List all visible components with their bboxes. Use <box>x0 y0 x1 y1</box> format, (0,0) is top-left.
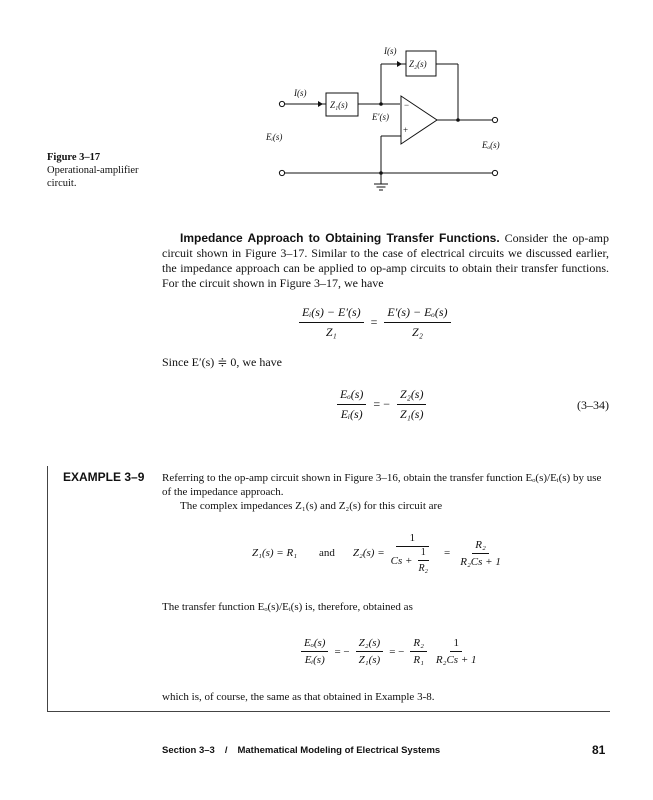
label-i-left: I(s) <box>294 88 307 98</box>
equation-2: $\frac{\text{Eₒ(s)}}{\text{Eᵢ(s)}}$ = − $\frac{\text{Z₂(s)}}{\text{Z₁(s)}}$ <box>334 387 429 422</box>
z1-expression: Z₁(s) = R₁ <box>252 547 298 559</box>
footer-separator: / <box>224 745 228 756</box>
z2-lhs: Z₂(s) = <box>352 547 385 559</box>
z2-num: 1 <box>396 532 430 547</box>
eq2-den-left: Eᵢ(s) <box>340 407 363 421</box>
page-number: 81 <box>592 743 606 757</box>
and-word: and <box>319 547 335 559</box>
example-label: EXAMPLE 3–9 <box>63 470 145 484</box>
example-rule-left <box>47 466 48 712</box>
section-heading: Impedance Approach to Obtaining Transfer Functions. <box>180 231 500 245</box>
tf-num-r1: R₂ <box>410 637 427 652</box>
label-z2: Z₂(s) <box>409 59 427 69</box>
tf-num-mid: Z₂(s) <box>356 637 384 652</box>
section-paragraph <box>162 231 609 291</box>
label-eprime: E′(s) <box>372 112 389 122</box>
eq1-num-right: E′(s) − Eₒ(s) <box>384 305 450 323</box>
page-footer <box>162 745 440 756</box>
example-text-1: Referring to the op-amp circuit shown in Figure 3–16, obtain the transfer function Eₒ(s)/Eᵢ(s) by use of the impedance approach. <box>162 472 602 498</box>
z2-inner-num: 1 <box>418 547 429 561</box>
label-z1: Z₁(s) <box>330 100 348 110</box>
z2-rhs-den: R₂Cs + 1 <box>460 555 501 568</box>
footer-title: Mathematical Modeling of Electrical Systems <box>237 745 441 756</box>
example-text-2: The complex impedances Z₁(s) and Z₂(s) for this circuit are <box>180 500 443 512</box>
label-plus: + <box>403 125 409 135</box>
transfer-function-equation: $\frac{\text{Eₒ(s)}}{\text{Eᵢ(s)}}$ = − $\frac{\text{Z₂(s)}}{\text{Z₁(s)}}$ = − $\frac{\text{R₂}}{\text{R₁}}$ $\frac{1}{\text{R₂Cs + 1}}$ <box>298 637 483 666</box>
eq1-num-left: Eᵢ(s) − E′(s) <box>299 305 364 323</box>
eq1-den-left: Z₁ <box>325 325 337 339</box>
tf-den-left: Eᵢ(s) <box>304 654 325 666</box>
example-text-3: The transfer function Eₒ(s)/Eᵢ(s) is, therefore, obtained as <box>162 601 413 613</box>
footer-section: Section 3–3 <box>162 745 215 756</box>
eq2-den-right: Z₁(s) <box>399 407 424 421</box>
tf-den-r2: R₂Cs + 1 <box>435 654 477 666</box>
figure-caption-text: Operational-amplifier circuit. <box>47 165 139 189</box>
tf-den-mid: Z₁(s) <box>358 654 381 666</box>
figure-number: Figure 3–17 <box>47 152 101 163</box>
equation-1: $\frac{\text{Eᵢ(s) − E′(s)}}{\text{Z₁}}$ = $\frac{\text{E′(s) − Eₒ(s)}}{\text{Z₂}}$ <box>296 305 454 340</box>
impedance-equation: Z₁(s) = R₁ and Z₂(s) = 1 Cs + $\frac{1}{\text{R₂}}$ = $\frac{\text{R₂}}{\text{R₂Cs + 1}}$ <box>252 532 507 574</box>
example-text-4: which is, of course, the same as that obtained in Example 3-8. <box>162 691 435 703</box>
eq1-den-right: Z₂ <box>412 325 423 339</box>
label-ei: Eᵢ(s) <box>266 132 283 142</box>
eq2-num-right: Z₂(s) <box>397 387 427 405</box>
figure-caption <box>47 151 157 190</box>
example-rule-bottom <box>47 711 610 712</box>
label-minus: − <box>404 100 410 110</box>
label-i-top: I(s) <box>384 46 397 56</box>
z2-rhs-num: R₂ <box>472 539 489 554</box>
z2-den-a: Cs + <box>390 554 413 567</box>
tf-num-left: Eₒ(s) <box>301 637 328 652</box>
label-eo: Eₒ(s) <box>482 140 500 150</box>
eq2-num-left: Eₒ(s) <box>337 387 366 405</box>
since-text: Since E′(s) ≑ 0, we have <box>162 355 282 369</box>
tf-den-r1: R₁ <box>413 654 424 666</box>
tf-num-r2: 1 <box>450 637 462 652</box>
op-amp-circuit-diagram <box>260 40 520 205</box>
section-intro: Consider the op-amp circuit shown in Figure 3–17. Similar to the case of electrical circuits we discussed earlier, the impedance approach can be applied to op-amp circuits to obtain their transfer functions. For the circuit shown in Figure 3–17, we have <box>162 231 609 290</box>
equation-number: (3–34) <box>577 398 609 412</box>
z2-inner-den: R₂ <box>418 563 429 574</box>
